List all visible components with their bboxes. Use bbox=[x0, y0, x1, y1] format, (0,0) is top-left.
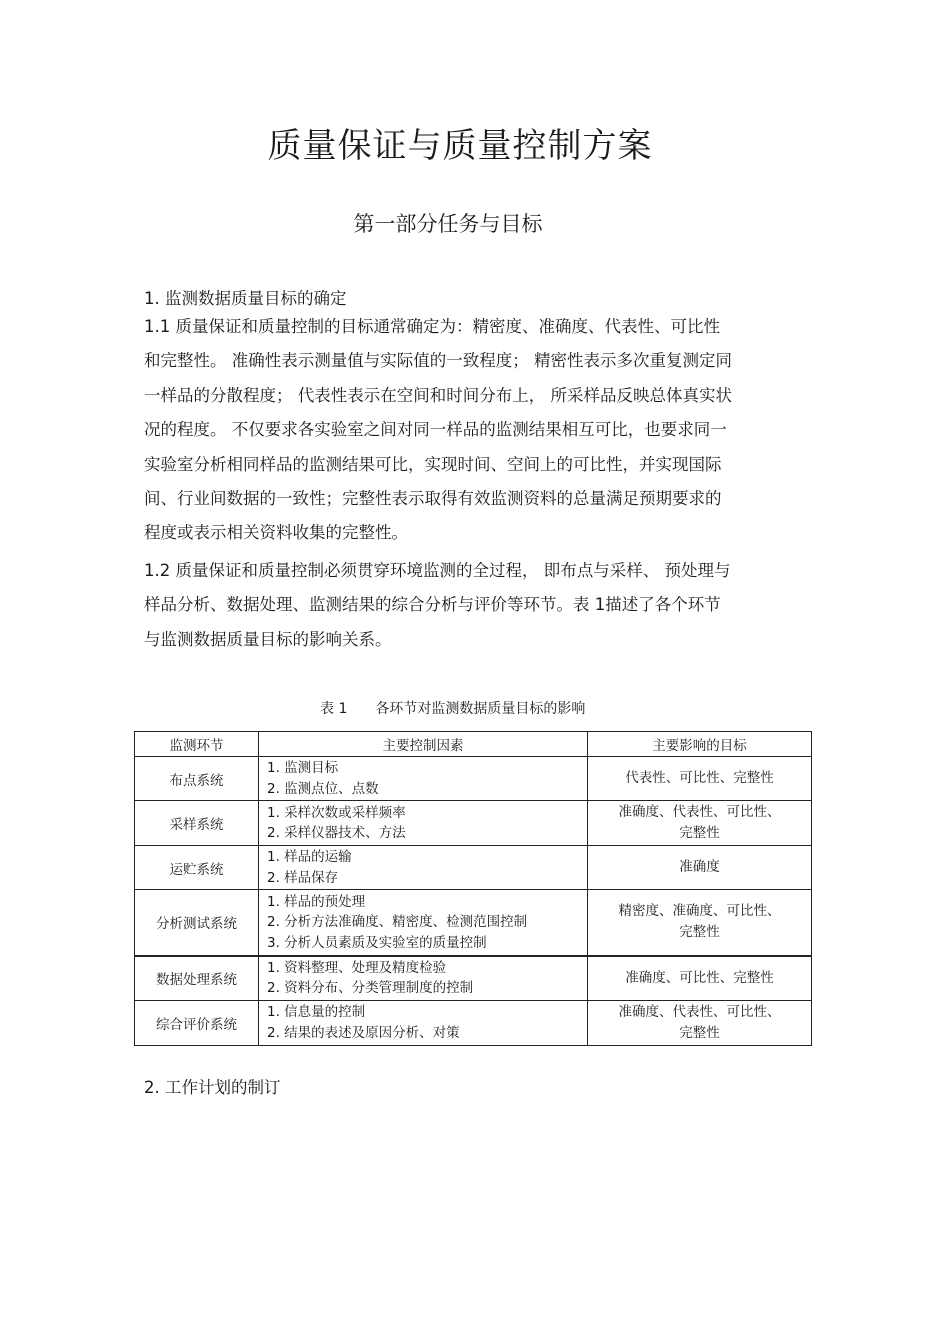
targets-cell bbox=[588, 801, 812, 846]
factor-item: 1. 信息量的控制 bbox=[267, 1004, 366, 1020]
factors-cell bbox=[259, 846, 588, 890]
factor-item: 2. 采样仪器技术、方法 bbox=[267, 825, 406, 841]
document-title: 质量保证与质量控制方案 bbox=[267, 126, 653, 166]
quality-table bbox=[134, 731, 812, 1046]
stage-cell: 综合评价系统 bbox=[135, 1000, 259, 1045]
paragraph-line: 样品分析、数据处理、监测结果的综合分析与评价等环节。表 1描述了各个环节 bbox=[144, 595, 721, 615]
factor-item: 3. 分析人员素质及实验室的质量控制 bbox=[267, 934, 487, 951]
factor-item: 2. 样品保存 bbox=[267, 869, 339, 886]
factors-cell bbox=[259, 1000, 588, 1045]
section-2-heading: 2. 工作计划的制订 bbox=[144, 1078, 281, 1097]
factor-item: 2. 资料分布、分类管理制度的控制 bbox=[267, 980, 474, 996]
paragraph-line: 况的程度。 不仅要求各实验室之间对同一样品的监测结果相互可比，也要求同一 bbox=[144, 420, 727, 440]
factor-item: 1. 采样次数或采样频率 bbox=[267, 804, 406, 821]
table-caption-label: 表 1 bbox=[320, 701, 348, 717]
paragraph-1-2 bbox=[144, 554, 809, 657]
stage-cell: 数据处理系统 bbox=[135, 956, 259, 1001]
paragraph-line: 1.2 质量保证和质量控制必须贯穿环境监测的全过程， 即布点与采样、 预处理与 bbox=[144, 561, 731, 580]
targets-cell bbox=[588, 757, 812, 801]
target-line: 准确度、可比性、完整性 bbox=[625, 969, 774, 986]
header-targets: 主要影响的目标 bbox=[588, 732, 812, 757]
target-line: 完整性 bbox=[679, 825, 720, 841]
factor-item: 1. 资料整理、处理及精度检验 bbox=[267, 959, 447, 976]
factor-item: 2. 结果的表述及原因分析、对策 bbox=[267, 1024, 460, 1041]
table-row bbox=[135, 757, 812, 801]
target-line: 代表性、可比性、完整性 bbox=[625, 770, 774, 786]
target-line: 准确度、代表性、可比性、 bbox=[618, 1003, 781, 1020]
table-caption bbox=[320, 698, 585, 718]
target-line: 准确度、代表性、可比性、 bbox=[618, 804, 781, 820]
factor-item: 1. 监测目标 bbox=[267, 760, 339, 776]
table-row bbox=[135, 846, 812, 890]
stage-cell: 采样系统 bbox=[135, 801, 259, 846]
factors-cell bbox=[259, 801, 588, 846]
paragraph-line: 和完整性。 准确性表示测量值与实际值的一致程度； 精密性表示多次重复测定同 bbox=[144, 351, 732, 371]
stage-cell: 分析测试系统 bbox=[135, 890, 259, 956]
table-header-row bbox=[135, 732, 812, 757]
header-factors: 主要控制因素 bbox=[259, 732, 588, 757]
factor-item: 2. 监测点位、点数 bbox=[267, 780, 379, 797]
target-line: 精密度、准确度、可比性、 bbox=[618, 903, 781, 920]
paragraph-line: 实验室分析相同样品的监测结果可比，实现时间、空间上的可比性，并实现国际 bbox=[144, 454, 722, 474]
stage-cell: 运贮系统 bbox=[135, 846, 259, 890]
factor-item: 1. 样品的运输 bbox=[267, 849, 352, 865]
targets-cell bbox=[588, 890, 812, 956]
table-caption-text: 各环节对监测数据质量目标的影响 bbox=[375, 701, 586, 717]
table-row bbox=[135, 801, 812, 846]
table-row bbox=[135, 890, 812, 956]
section-1-heading: 1. 监测数据质量目标的确定 bbox=[144, 289, 347, 308]
paragraph-1-1 bbox=[144, 310, 809, 551]
target-line: 准确度 bbox=[679, 859, 720, 875]
target-line: 完整性 bbox=[679, 1024, 720, 1041]
paragraph-line: 程度或表示相关资料收集的完整性。 bbox=[144, 523, 408, 543]
paragraph-line: 与监测数据质量目标的影响关系。 bbox=[144, 629, 392, 649]
factors-cell bbox=[259, 757, 588, 801]
factors-cell bbox=[259, 890, 588, 956]
target-line: 完整性 bbox=[679, 924, 720, 941]
table-row bbox=[135, 1000, 812, 1045]
stage-cell: 布点系统 bbox=[135, 757, 259, 801]
paragraph-line: 1.1 质量保证和质量控制的目标通常确定为：精密度、准确度、代表性、可比性 bbox=[144, 317, 720, 336]
paragraph-line: 间、行业间数据的一致性；完整性表示取得有效监测资料的总量满足预期要求的 bbox=[144, 489, 722, 509]
targets-cell bbox=[588, 1000, 812, 1045]
factors-cell bbox=[259, 956, 588, 1001]
table-row bbox=[135, 956, 812, 1001]
targets-cell bbox=[588, 956, 812, 1001]
header-stage: 监测环节 bbox=[135, 732, 259, 757]
part-subtitle: 第一部分任务与目标 bbox=[353, 212, 543, 236]
factor-item: 2. 分析方法准确度、精密度、检测范围控制 bbox=[267, 914, 528, 930]
targets-cell bbox=[588, 846, 812, 890]
factor-item: 1. 样品的预处理 bbox=[267, 893, 366, 910]
paragraph-line: 一样品的分散程度； 代表性表示在空间和时间分布上， 所采样品反映总体真实状 bbox=[144, 385, 732, 405]
